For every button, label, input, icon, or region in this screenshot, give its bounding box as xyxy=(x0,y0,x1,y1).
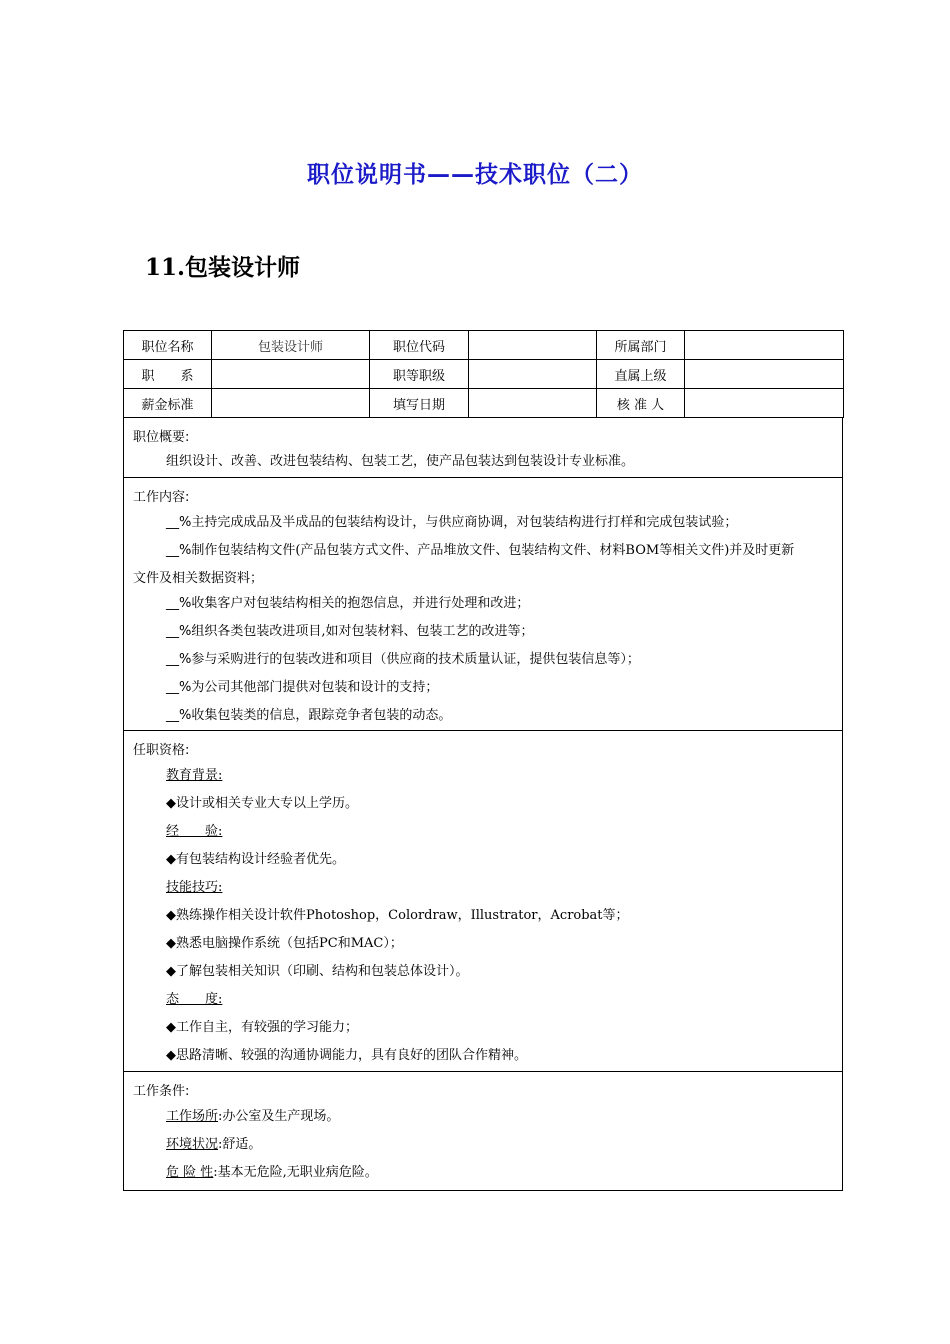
job-grade-label: 职等职级 xyxy=(370,360,469,389)
supervisor-value xyxy=(685,360,844,389)
bullet-marker: __% xyxy=(166,543,192,558)
department-label: 所属部门 xyxy=(597,331,685,360)
table-row xyxy=(124,389,844,418)
bullet-marker: __% xyxy=(166,680,192,695)
document-title: 职位说明书——技术职位（二） xyxy=(307,162,643,188)
job-family-value xyxy=(212,360,370,389)
qualifications-section xyxy=(123,731,843,1072)
overview-section xyxy=(123,418,843,478)
list-item: __%制作包装结构文件(产品包装方式文件、产品堆放文件、包装结构文件、材料BOM等相关文件)并及时更新文件及相关数据资料； xyxy=(133,543,795,586)
list-item: __%主持完成成品及半成品的包装结构设计，与供应商协调，对包装结构进行打样和完成包装试验； xyxy=(166,515,738,530)
list-item: ◆有包装结构设计经验者优先。 xyxy=(166,852,345,867)
table-row xyxy=(124,360,844,389)
list-item: ◆了解包装相关知识（印刷、结构和包装总体设计）。 xyxy=(166,964,469,979)
attitude-label: 态 度: xyxy=(166,992,223,1007)
bullet-marker: __% xyxy=(166,652,192,667)
conditions-heading: 工作条件: xyxy=(133,1084,190,1099)
list-item: ◆熟悉电脑操作系统（包括PC和MAC）； xyxy=(166,936,403,951)
supervisor-label: 直属上级 xyxy=(597,360,685,389)
risk-value: :基本无危险,无职业病危险。 xyxy=(213,1165,378,1180)
list-item: ◆思路清晰、较强的沟通协调能力，具有良好的团队合作精神。 xyxy=(166,1048,527,1063)
bullet-marker: __% xyxy=(166,624,192,639)
risk-row xyxy=(166,1164,378,1182)
overview-text: 组织设计、改善、改进包装结构、包装工艺，使产品包装达到包装设计专业标准。 xyxy=(166,454,635,469)
duties-section xyxy=(123,478,843,731)
salary-label: 薪金标准 xyxy=(124,389,212,418)
conditions-section xyxy=(123,1072,843,1191)
skills-label: 技能技巧: xyxy=(166,880,223,895)
list-item: ◆工作自主，有较强的学习能力； xyxy=(166,1020,358,1035)
department-value xyxy=(685,331,844,360)
work-place-row xyxy=(166,1108,339,1126)
position-name-value: 包装设计师 xyxy=(212,331,370,360)
work-place-value: :办公室及生产现场。 xyxy=(218,1109,340,1124)
list-item: __%收集客户对包装结构相关的抱怨信息，并进行处理和改进； xyxy=(166,596,530,611)
salary-value xyxy=(212,389,370,418)
risk-label: 危 险 性 xyxy=(166,1165,214,1180)
approver-value xyxy=(685,389,844,418)
list-item: ◆熟练操作相关设计软件Photoshop，Colordraw，Illustrator，Acrobat等； xyxy=(166,908,629,923)
table-row xyxy=(124,331,844,360)
position-header-table xyxy=(123,330,844,418)
overview-heading: 职位概要: xyxy=(133,430,190,445)
experience-label: 经 验: xyxy=(166,824,223,839)
job-grade-value xyxy=(469,360,597,389)
education-label: 教育背景: xyxy=(166,768,223,783)
list-item: __%为公司其他部门提供对包装和设计的支持； xyxy=(166,680,439,695)
qualifications-heading: 任职资格: xyxy=(133,743,190,758)
list-item: ◆设计或相关专业大专以上学历。 xyxy=(166,796,358,811)
duties-heading: 工作内容: xyxy=(133,490,190,505)
approver-label: 核 准 人 xyxy=(597,389,685,418)
position-code-label: 职位代码 xyxy=(370,331,469,360)
environment-label: 环境状况 xyxy=(166,1137,219,1152)
fill-date-value xyxy=(469,389,597,418)
list-item: __%组织各类包装改进项目,如对包装材料、包装工艺的改进等； xyxy=(166,624,534,639)
list-item: __%参与采购进行的包装改进和项目（供应商的技术质量认证，提供包装信息等）； xyxy=(166,652,640,667)
environment-value: :舒适。 xyxy=(218,1137,262,1152)
job-family-label: 职 系 xyxy=(124,360,212,389)
position-name-label: 职位名称 xyxy=(124,331,212,360)
environment-row xyxy=(166,1136,261,1154)
fill-date-label: 填写日期 xyxy=(370,389,469,418)
bullet-marker: __% xyxy=(166,708,192,723)
work-place-label: 工作场所 xyxy=(166,1109,219,1124)
position-heading: 11.包装设计师 xyxy=(145,254,301,281)
position-code-value xyxy=(469,331,597,360)
list-item: __%收集包装类的信息，跟踪竞争者包装的动态。 xyxy=(166,708,452,723)
bullet-marker: __% xyxy=(166,515,192,530)
bullet-marker: __% xyxy=(166,596,192,611)
